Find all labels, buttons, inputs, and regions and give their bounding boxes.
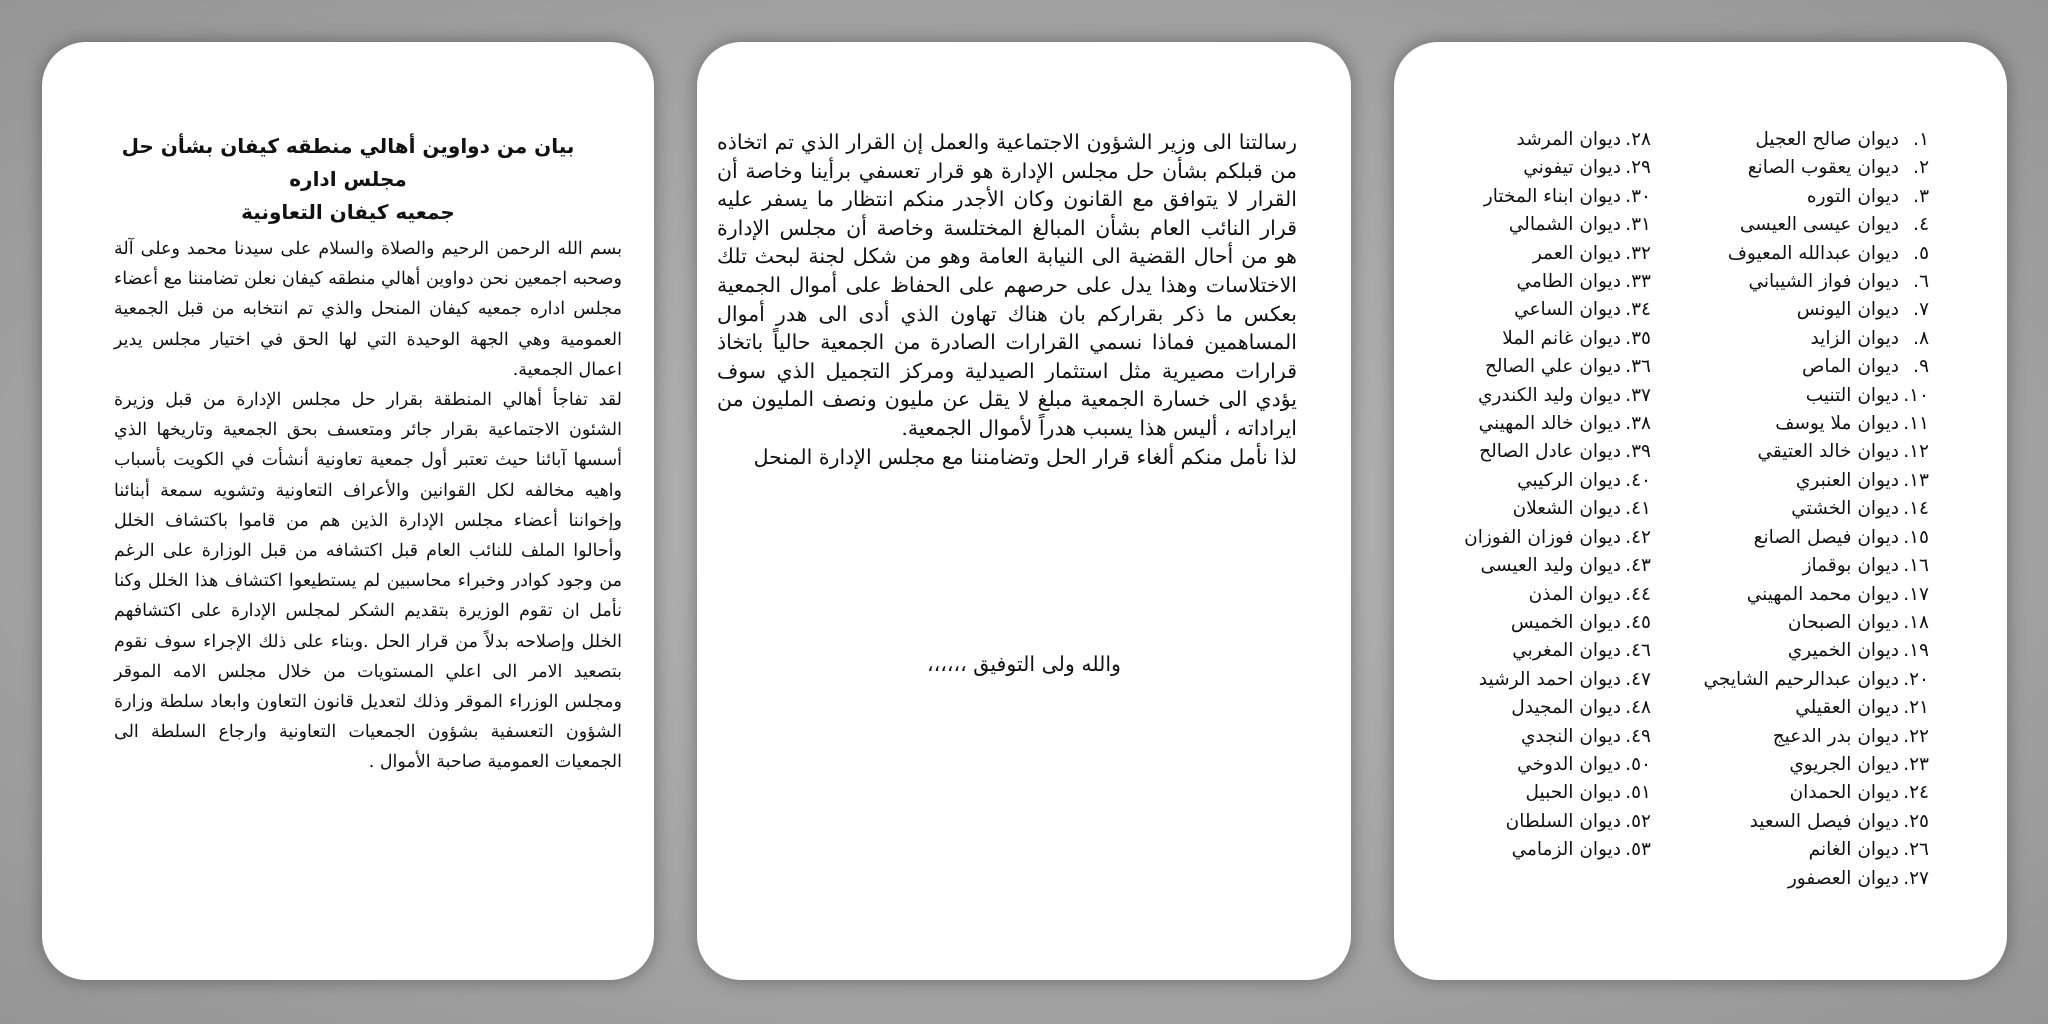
diwan-number: ٣١.: [1625, 214, 1651, 236]
diwan-name: ديوان الحبيل: [1525, 782, 1621, 804]
diwan-number: ٤٥.: [1625, 611, 1651, 633]
diwan-list-item: [1464, 438, 1651, 466]
document-page-1: [42, 42, 654, 980]
diwan-number: ٣٨.: [1625, 413, 1651, 435]
letter-paragraph: رسالتنا الى وزير الشؤون الاجتماعية والعمل إن القرار الذي تم اتخاذه من قبلكم بشأن حل مجلس الإدارة هو قرار تعسفي برأينا وخاصة أن القرار لا يتوافق مع القانون وكان الأجدر منكم انتظار ما يسفر عليه قرار النائب العام بشأن المبالغ المختلسة وخاصة أن مجلس الإدارة هو من أحال القضية الى النيابة العامة وهو من شكل لجنة لبحث تلك الاختلاسات وهذا يدل على حرصهم على الحفاظ على أموال الجمعية بعكس ما ذكر بقراركم بان هناك تهاون الذي أدى الى هدر أموال المساهمين فماذا نسمي القرارات الصادرة من الجمعية حالياً باتخاذ قرارات مصيرية مثل استثمار الصيدلية ومركز التجميل الذي سوف يؤدي الى خسارة الجمعية مبلغ لا يقل عن مليون ونصف المليون من ايراداته ، أليس هذا يسبب هدراً لأموال الجمعية.: [717, 130, 1297, 440]
diwan-name: ديوان عبدالله المعيوف: [1727, 242, 1899, 264]
diwan-name: ديوان الخشتي: [1791, 498, 1899, 520]
diwan-list-item: [1703, 836, 1929, 864]
diwan-list-item: [1703, 552, 1929, 580]
diwan-number: ٤٩.: [1625, 725, 1651, 747]
diwan-number: ٣٩.: [1625, 441, 1651, 463]
diwan-name: ديوان خالد العتيقي: [1757, 441, 1899, 463]
diwan-list-item: [1703, 353, 1929, 381]
diwan-name: ديوان الخميري: [1787, 640, 1899, 662]
statement-title: [102, 130, 594, 229]
statement-body: [114, 234, 622, 778]
diwan-list-item: [1703, 268, 1929, 296]
diwan-number: ٢.: [1913, 157, 1929, 179]
diwan-number: ٨.: [1913, 327, 1929, 349]
diwan-number: ٥.: [1913, 242, 1929, 264]
diwan-number: ٢٢.: [1903, 725, 1929, 747]
diwan-name: ديوان التنيب: [1805, 384, 1899, 406]
diwan-name: ديوان الشعلان: [1512, 498, 1621, 520]
diwan-name: ديوان علي الصالح: [1484, 356, 1621, 378]
diwan-list-item: [1464, 836, 1651, 864]
diwan-number: ١.: [1913, 129, 1929, 150]
letter-closing: والله ولى التوفيق ،،،،،،: [927, 652, 1121, 676]
diwan-name: ديوان التوره: [1806, 185, 1899, 207]
diwan-number: ٣٤.: [1625, 299, 1651, 321]
diwan-number: ٤١.: [1625, 498, 1651, 520]
diwan-name: ديوان عيسى العيسى: [1739, 214, 1899, 236]
diwan-list-item: [1703, 467, 1929, 495]
diwan-list-item: [1464, 609, 1651, 637]
diwan-number: ١٣.: [1903, 469, 1929, 491]
diwan-name: ديوان السلطان: [1505, 810, 1621, 832]
diwan-number: ٢٧.: [1903, 867, 1929, 889]
diwan-list-item: [1703, 438, 1929, 466]
diwan-list-item: [1464, 723, 1651, 751]
diwan-name: ديوان العصفور: [1787, 867, 1899, 889]
diwan-name: ديوان غانم الملا: [1502, 327, 1621, 349]
diwan-number: ٧.: [1913, 299, 1929, 321]
diwan-name: ديوان الماص: [1801, 356, 1899, 378]
diwan-number: ١٥.: [1903, 526, 1929, 548]
diwan-name: ديوان ابناء المختار: [1483, 185, 1621, 207]
diwan-number: ٤٣.: [1625, 555, 1651, 577]
diwan-number: ٢٥.: [1903, 810, 1929, 832]
diwan-list-item: [1464, 126, 1651, 154]
diwan-name: ديوان فوزان الفوزان: [1464, 526, 1621, 548]
diwan-name: ديوان المذن: [1528, 583, 1621, 605]
diwan-list-item: [1464, 240, 1651, 268]
diwan-list-item: [1464, 183, 1651, 211]
diwan-number: ٣٥.: [1625, 327, 1651, 349]
diwan-list-column-1: [1703, 126, 1929, 893]
diwan-number: ١٠.: [1903, 384, 1929, 406]
diwan-name: ديوان الخميس: [1510, 611, 1621, 633]
diwan-name: ديوان فيصل الصانع: [1753, 526, 1899, 548]
diwan-list-item: [1703, 325, 1929, 353]
diwan-name: ديوان العقيلي: [1795, 697, 1899, 719]
diwan-list-item: [1703, 495, 1929, 523]
diwan-list-item: [1464, 268, 1651, 296]
diwan-list-item: [1464, 382, 1651, 410]
diwan-list-item: [1464, 524, 1651, 552]
diwan-number: ٥٢.: [1625, 810, 1651, 832]
statement-paragraph: بسم الله الرحمن الرحيم والصلاة والسلام على سيدنا محمد وعلى آلة وصحبه اجمعين نحن دواوين أهالي منطقه كيفان نعلن تضامننا مع أعضاء مجلس اداره جمعيه كيفان المنحل والذي تم انتخابه من قبل الجمعية العمومية وهي الجهة الوحيدة التي لها الحق في اختيار مجلس يدير اعمال الجمعية.: [113, 239, 622, 380]
statement-paragraph: لقد تفاجأ أهالي المنطقة بقرار حل مجلس الإدارة من قبل وزيرة الشئون الاجتماعية بقرار جائر ومتعسف بحق الجمعية وتاريخها الذي أسسها آبائنا حيث تعتبر أول جمعية تعاونية أنشأت في الكويت بأسباب واهيه مخالفه لكل القوانين والأعراف التعاونية وتشويه سمعة أبنائنا وإخواننا أعضاء مجلس الإدارة الذين هم من قاموا باكتشاف الخلل وأحالوا الملف للنائب العام قبل اكتشافه من قبل الوزارة على الرغم من وجود كوادر وخبراء محاسبين لم يستطيعوا اكتشاف هذا الخلل وكنا نأمل ان تقوم الوزيرة بتقديم الشكر لمجلس الإدارة على اكتشافهم الخلل وإصلاحه بدلاً من قرار الحل .وبناء على ذلك الإجراء سوف نقوم بتصعيد الامر الى اعلي المستويات من خلال مجلس الامه الموقر ومجلس الوزراء الموقر وذلك لتعديل قانون التعاون وابعاد سلطة وزارة الشؤون التعسفية بشؤون الجمعيات التعاونية وارجاع السلطة الى الجمعيات العمومية صاحبة الأموال .: [114, 390, 622, 773]
diwan-list-item: [1703, 296, 1929, 324]
diwan-name: ديوان عبدالرحيم الشايجي: [1703, 668, 1899, 690]
diwan-name: ديوان الشمالي: [1508, 214, 1621, 236]
diwan-number: ٥١.: [1625, 782, 1651, 804]
diwan-list-item: [1703, 382, 1929, 410]
diwan-list-item: [1703, 211, 1929, 239]
diwan-list-item: [1703, 154, 1929, 182]
diwan-list-item: [1464, 296, 1651, 324]
diwan-list-item: [1703, 524, 1929, 552]
diwan-name: ديوان الصبحان: [1787, 611, 1899, 633]
diwan-name: ديوان اليونس: [1796, 299, 1899, 321]
diwan-number: ١٤.: [1903, 498, 1929, 520]
diwan-name: ديوان الركيبي: [1517, 469, 1621, 491]
diwan-list-item: [1703, 694, 1929, 722]
diwan-name: ديوان الطامي: [1516, 271, 1621, 293]
diwan-number: ٣٢.: [1625, 242, 1651, 264]
diwan-name: ديوان الجريوي: [1789, 753, 1899, 775]
diwan-list-item: [1464, 495, 1651, 523]
diwan-list-item: [1703, 751, 1929, 779]
diwan-number: ١٩.: [1903, 640, 1929, 662]
diwan-name: ديوان الدوخي: [1517, 753, 1621, 775]
diwan-name: ديوان المرشد: [1516, 129, 1621, 150]
diwan-number: ٤٦.: [1625, 640, 1651, 662]
diwan-number: ٩.: [1913, 356, 1929, 378]
diwan-number: ٣.: [1913, 185, 1929, 207]
diwan-list-item: [1703, 410, 1929, 438]
diwan-number: ١٦.: [1903, 555, 1929, 577]
diwan-number: ٢٤.: [1903, 782, 1929, 804]
diwan-name: ديوان صالح العجيل: [1755, 129, 1899, 150]
diwan-number: ٤٠.: [1625, 469, 1651, 491]
diwan-name: ديوان الحمدان: [1789, 782, 1899, 804]
diwan-name: ديوان تيفوني: [1523, 157, 1621, 179]
diwan-number: ٢٦.: [1903, 839, 1929, 861]
diwan-list-item: [1464, 410, 1651, 438]
diwan-name: ديوان النجدي: [1520, 725, 1621, 747]
diwan-number: ٥٠.: [1625, 753, 1651, 775]
diwan-name: ديوان فيصل السعيد: [1749, 810, 1899, 832]
letter-body: [717, 128, 1297, 471]
diwan-name: ديوان الزمامي: [1511, 839, 1621, 861]
diwan-number: ٤٢.: [1625, 526, 1651, 548]
diwan-number: ٤٧.: [1625, 668, 1651, 690]
diwan-name: ديوان محمد المهيني: [1746, 583, 1899, 605]
diwan-number: ٢٣.: [1903, 753, 1929, 775]
diwan-list-item: [1703, 808, 1929, 836]
diwan-name: ديوان بوقماز: [1802, 555, 1899, 577]
diwan-name: ديوان العمر: [1532, 242, 1621, 264]
diwan-list-item: [1464, 581, 1651, 609]
diwan-list-item: [1703, 126, 1929, 154]
diwan-list-item: [1464, 779, 1651, 807]
diwan-number: ١٧.: [1903, 583, 1929, 605]
diwan-name: ديوان المجيدل: [1511, 697, 1621, 719]
diwan-number: ٣٧.: [1625, 384, 1651, 406]
diwan-number: ٣٣.: [1625, 271, 1651, 293]
diwan-name: ديوان المغربي: [1512, 640, 1621, 662]
diwan-number: ٢٨.: [1625, 129, 1651, 150]
diwan-number: ٤٨.: [1625, 697, 1651, 719]
diwan-name: ديوان ملا يوسف: [1775, 413, 1899, 435]
diwan-name: ديوان وليد الكندري: [1478, 384, 1621, 406]
diwan-list-column-2: [1464, 126, 1651, 865]
diwan-list-item: [1464, 751, 1651, 779]
diwan-list-item: [1464, 666, 1651, 694]
letter-request: لذا نأمل منكم ألغاء قرار الحل وتضامننا مع مجلس الإدارة المنحل: [753, 444, 1297, 469]
diwan-list-item: [1464, 467, 1651, 495]
diwan-list-item: [1464, 552, 1651, 580]
diwan-number: ١٨.: [1903, 611, 1929, 633]
document-page-2: [697, 42, 1351, 980]
diwan-list-item: [1703, 723, 1929, 751]
diwan-name: ديوان الساعي: [1514, 299, 1621, 321]
diwan-name: ديوان بدر الدعيج: [1772, 725, 1899, 747]
diwan-list-item: [1464, 211, 1651, 239]
diwan-list-item: [1703, 666, 1929, 694]
diwan-name: ديوان وليد العيسى: [1480, 555, 1621, 577]
diwan-list-item: [1703, 779, 1929, 807]
diwan-number: ٢١.: [1903, 697, 1929, 719]
diwan-name: ديوان احمد الرشيد: [1478, 668, 1621, 690]
diwan-list-item: [1464, 808, 1651, 836]
diwan-list-item: [1703, 581, 1929, 609]
diwan-name: ديوان فواز الشيباني: [1748, 271, 1899, 293]
diwan-list-item: [1464, 325, 1651, 353]
diwan-list-item: [1703, 609, 1929, 637]
diwan-list-item: [1464, 694, 1651, 722]
diwan-list-item: [1464, 154, 1651, 182]
diwan-list-item: [1703, 240, 1929, 268]
diwan-number: ٥٣.: [1625, 839, 1651, 861]
diwan-name: ديوان يعقوب الصانع: [1747, 157, 1899, 179]
diwan-name: ديوان عادل الصالح: [1479, 441, 1621, 463]
statement-title-line-1: بيان من دواوين أهالي منطقه كيفان بشأن حل مجلس اداره: [121, 134, 575, 191]
diwan-list-item: [1464, 637, 1651, 665]
diwan-number: ٦.: [1913, 271, 1929, 293]
diwan-name: ديوان العنبري: [1795, 469, 1899, 491]
diwan-list-item: [1703, 637, 1929, 665]
diwan-name: ديوان خالد المهيني: [1478, 413, 1621, 435]
diwan-number: ٤.: [1913, 214, 1929, 236]
diwan-number: ٢٠.: [1903, 668, 1929, 690]
diwan-number: ٢٩.: [1625, 157, 1651, 179]
diwan-number: ١٢.: [1903, 441, 1929, 463]
diwan-number: ٣٠.: [1625, 185, 1651, 207]
diwan-number: ٣٦.: [1625, 356, 1651, 378]
diwan-name: ديوان الزايد: [1810, 327, 1899, 349]
diwan-list-item: [1703, 183, 1929, 211]
statement-title-line-2: جمعيه كيفان التعاونية: [241, 200, 455, 224]
document-page-3: [1394, 42, 2007, 980]
diwan-list-item: [1464, 353, 1651, 381]
diwan-name: ديوان الغانم: [1808, 839, 1899, 861]
diwan-list-item: [1703, 865, 1929, 893]
diwan-number: ١١.: [1903, 413, 1929, 435]
diwan-number: ٤٤.: [1625, 583, 1651, 605]
